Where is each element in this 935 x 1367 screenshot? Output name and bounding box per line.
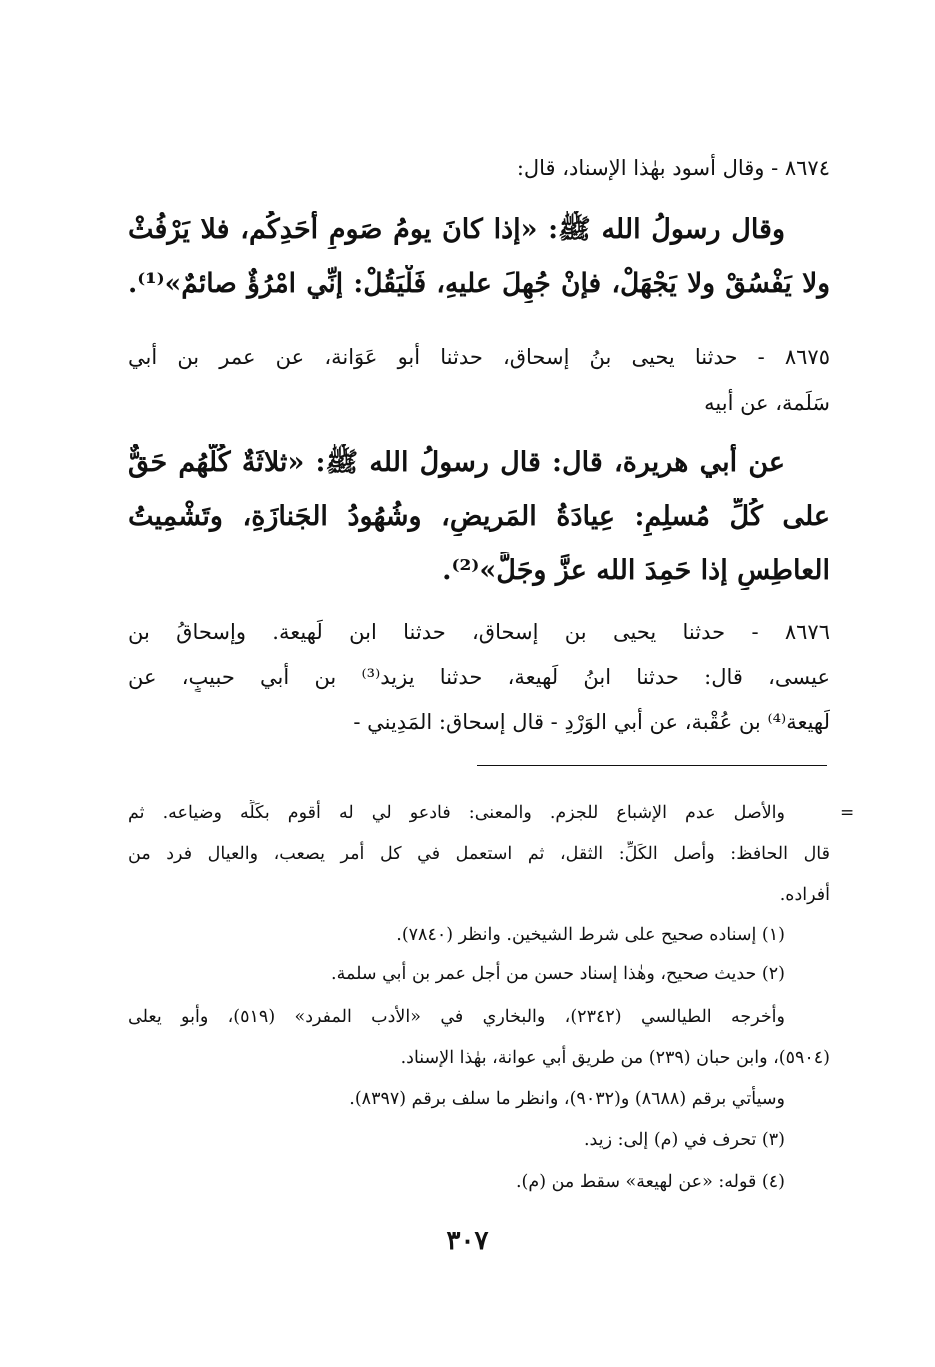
hadith-8674-text-line-1: وقال رسولُ الله ﷺ: «إذا كانَ يومُ صَومِ أَحَدِكُم، فلا يَرْفُثْ (128, 214, 785, 245)
hadith-8675-text-line-1: عن أبي هريرة، قال: قال رسولُ الله ﷺ: «ثلاثَةٌ كُلُّهُم حَقٌّ (128, 447, 785, 478)
footnote-continuation-line-2: قال الحافظ: وأصل الكَلِّ: الثقل، ثم استعمل في كل أمر يصعب، والعيال فرد من (128, 844, 830, 864)
hadith-8674-text-line-2: ولا يَفْسُقْ ولا يَجْهَلْ، فإنْ جُهِلَ عليهِ، فَلْيَقُلْ: إنِّي امْرُؤٌ صائمٌ»⁽¹⁾. (128, 268, 830, 299)
footnote-2-line-1: (٢) حديث صحيح، وهٰذا إسناد حسن من أجل عمر بن أبي سلمة. (331, 964, 785, 984)
footnote-1: (١) إسناده صحيح على شرط الشيخين. وانظر (٧٨٤٠). (396, 925, 785, 945)
hadith-8676-isnad-line-3: لَهيعة⁽⁴⁾ بن عُقْبة، عن أبي الوَرْدِ - قال إسحاق: المَدِيني - (353, 710, 830, 734)
footnote-4: (٤) قوله: «عن لهيعة» سقط من (م). (515, 1172, 785, 1192)
footnote-2-line-2: وأخرجه الطيالسي (٢٣٤٢)، والبخاري في «الأدب المفرد» (٥١٩)، وأبو يعلى (128, 1007, 785, 1027)
footnote-2-line-4: وسيأتي برقم (٨٦٨٨) و(٩٠٣٢)، وانظر ما سلف برقم (٨٣٩٧). (349, 1089, 785, 1109)
footnote-continuation-line-1: والأصل عدم الإشباع للجزم. والمعنى: فادعو لي له أقوم بكَلِّه وضياعه. ثم (128, 803, 785, 823)
continuation-mark: = (840, 803, 855, 823)
footnote-3: (٣) تحرف في (م) إلى: زيد. (583, 1130, 785, 1150)
hadith-8675-text-line-2: على كُلِّ مُسلِمٍ: عِيادَةُ المَريضِ، وشُهُودُ الجَنازَةِ، وتَشْمِيتُ (128, 501, 830, 532)
hadith-8675-text-line-3: العاطِسِ إذا حَمِدَ الله عزَّ وجَلَّ»⁽²⁾. (442, 555, 830, 586)
hadith-8676-isnad-line-2: عيسى، قال: حدثنا ابنُ لَهيعة، حدثنا يزيد⁽³⁾ بن أبي حبيبٍ، عن (128, 665, 830, 689)
footnote-separator (477, 765, 827, 766)
footnote-2-line-3: (٥٩٠٤)، وابن حبان (٢٣٩) من طريق أبي عوانة، بهٰذا الإسناد. (400, 1048, 830, 1068)
footnote-continuation-line-3: أفراده. (779, 885, 830, 905)
hadith-8675-isnad-line-1: ٨٦٧٥ - حدثنا يحيى بنُ إسحاق، حدثنا أبو عَوَانة، عن عمر بن أبي (128, 345, 830, 369)
hadith-8674-isnad: ٨٦٧٤ - وقال أسود بهٰذا الإسناد، قال: (516, 156, 830, 180)
page-number: ٣٠٧ (446, 1226, 489, 1256)
hadith-8676-isnad-line-1: ٨٦٧٦ - حدثنا يحيى بن إسحاق، حدثنا ابن لَهيعة. وإسحاقُ بن (128, 620, 830, 644)
hadith-8675-isnad-line-2: سَلَمة، عن أبيه (704, 391, 830, 415)
